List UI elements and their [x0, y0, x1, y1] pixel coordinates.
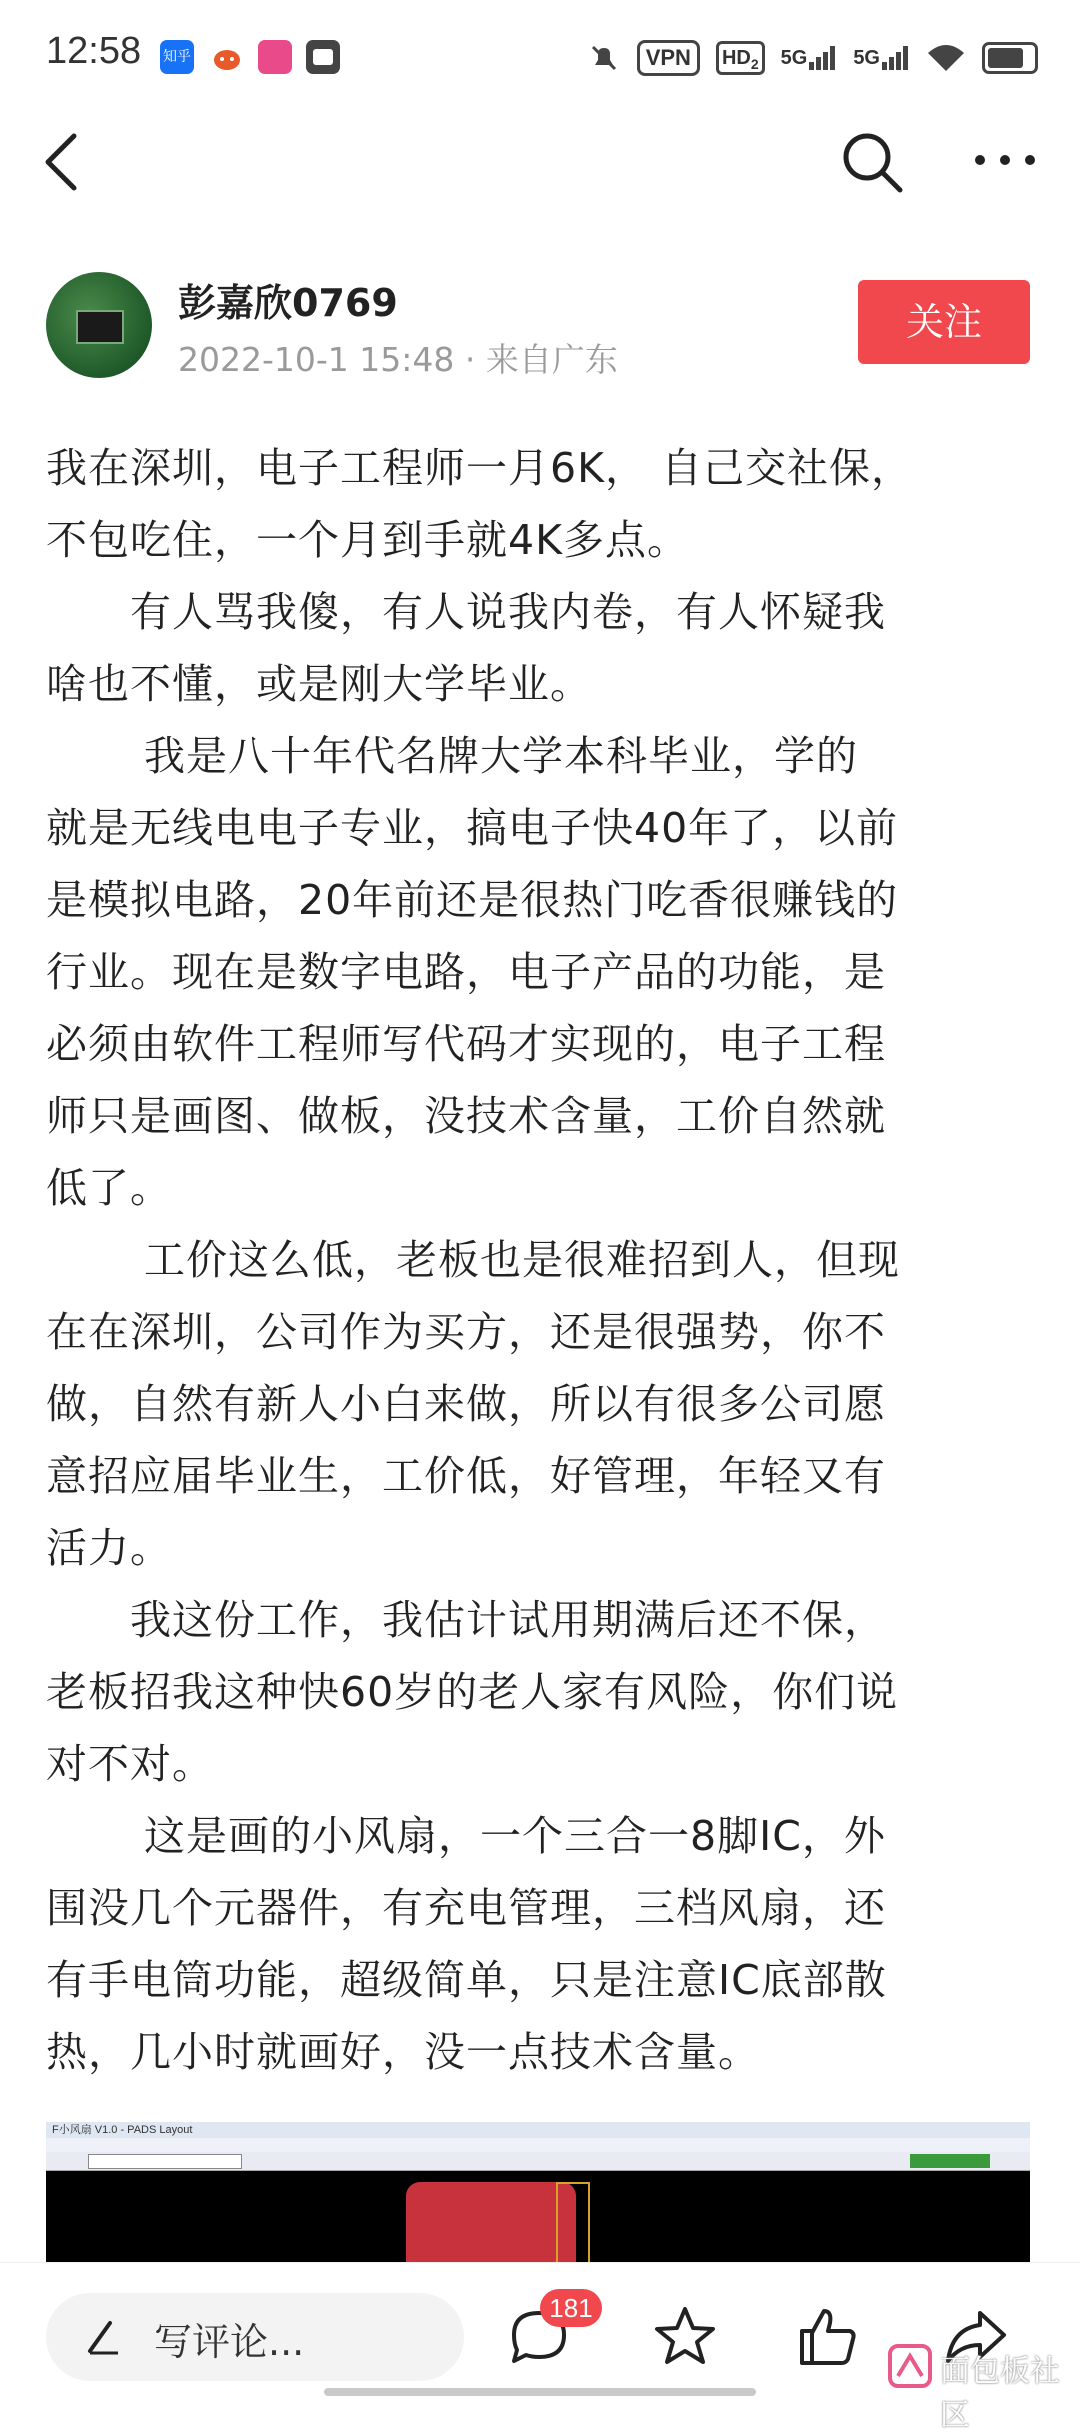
article-line: 有手电筒功能，超级简单，只是注意IC底部散 [46, 1956, 887, 2004]
article-line: 热，几小时就画好，没一点技术含量。 [46, 2028, 760, 2076]
pcb-board [406, 2182, 576, 2262]
star-icon[interactable] [650, 2301, 720, 2371]
signal-bars-icon [882, 46, 910, 70]
comment-count-badge: 181 [540, 2289, 602, 2327]
pcb-usb [556, 2182, 590, 2262]
wifi-icon [926, 43, 966, 73]
article-line: 围没几个元器件，有充电管理，三档风扇，还 [46, 1884, 886, 1932]
avatar[interactable] [46, 272, 152, 378]
article-line: 老板招我这种快60岁的老人家有风险，你们说 [46, 1668, 899, 1716]
article-line: 做，自然有新人小白来做，所以有很多公司愿 [46, 1380, 886, 1428]
status-time: 12:58 [46, 30, 142, 72]
article-line: 活力。 [46, 1524, 172, 1572]
article-body [46, 432, 1036, 2088]
bug-app-icon [210, 40, 244, 74]
article-line: 我在深圳，电子工程师一月6K， 自己交社保， [46, 444, 914, 492]
article-line: 低了。 [46, 1164, 172, 1212]
image-window-title: F小风扇 V1.0 - PADS Layout [46, 2122, 1030, 2138]
status-right-group [587, 36, 1038, 80]
search-icon[interactable] [838, 128, 906, 196]
status-bar [0, 0, 1080, 110]
article-line: 行业。现在是数字电路，电子产品的功能，是 [46, 948, 886, 996]
article-line: 有人骂我傻，有人说我内卷，有人怀疑我 [46, 588, 886, 636]
article-line: 必须由软件工程师写代码才实现的，电子工程 [46, 1020, 886, 1068]
article-line: 对不对。 [46, 1740, 214, 1788]
article-line: 这是画的小风扇，一个三合一8脚IC，外 [46, 1812, 886, 1860]
article-line: 啥也不懂，或是刚大学毕业。 [46, 660, 592, 708]
signal-2: 5G [853, 46, 910, 70]
post-meta: 2022-10-1 15:48 · 来自广东 [178, 340, 618, 379]
app-icon-pink [258, 40, 292, 74]
article-line: 就是无线电电子专业，搞电子快40年了，以前 [46, 804, 899, 852]
author-name[interactable]: 彭嘉欣0769 [178, 281, 398, 325]
vpn-badge: VPN [637, 40, 700, 76]
home-indicator[interactable] [324, 2388, 756, 2396]
article-line: 我这份工作，我估计试用期满后还不保， [46, 1596, 886, 1644]
pen-icon [84, 2317, 124, 2357]
more-icon[interactable] [970, 140, 1040, 180]
comment-input[interactable] [46, 2293, 464, 2381]
thumb-up-icon[interactable] [792, 2301, 862, 2371]
article-line: 是模拟电路，20年前还是很热门吃香很赚钱的 [46, 876, 899, 924]
watermark-text: 面包板社区 [940, 2354, 1060, 2433]
message-icon [306, 40, 340, 74]
hd-badge: $HD_2$ [716, 41, 765, 75]
article-line: 意招应届毕业生，工价低，好管理，年轻又有 [46, 1452, 886, 1500]
pcb-layout-image[interactable] [46, 2122, 1030, 2262]
article-line: 不包吃住，一个月到手就4K多点。 [46, 516, 689, 564]
article-line: 师只是画图、做板，没技术含量，工价自然就 [46, 1092, 886, 1140]
article-line: 工价这么低，老板也是很难招到人，但现 [46, 1236, 901, 1284]
comment-placeholder: 写评论... [154, 2320, 305, 2364]
follow-button[interactable]: 关注 [858, 280, 1030, 364]
back-icon[interactable] [36, 122, 96, 202]
signal-bars-icon [809, 46, 837, 70]
battery-icon [982, 42, 1038, 74]
article-line: 我是八十年代名牌大学本科毕业，学的 [46, 732, 859, 780]
signal-1: 5G [781, 46, 838, 70]
zhihu-icon: 知乎 [160, 40, 194, 74]
mute-icon [587, 41, 621, 75]
article-line: 在在深圳，公司作为买方，还是很强势，你不 [46, 1308, 886, 1356]
